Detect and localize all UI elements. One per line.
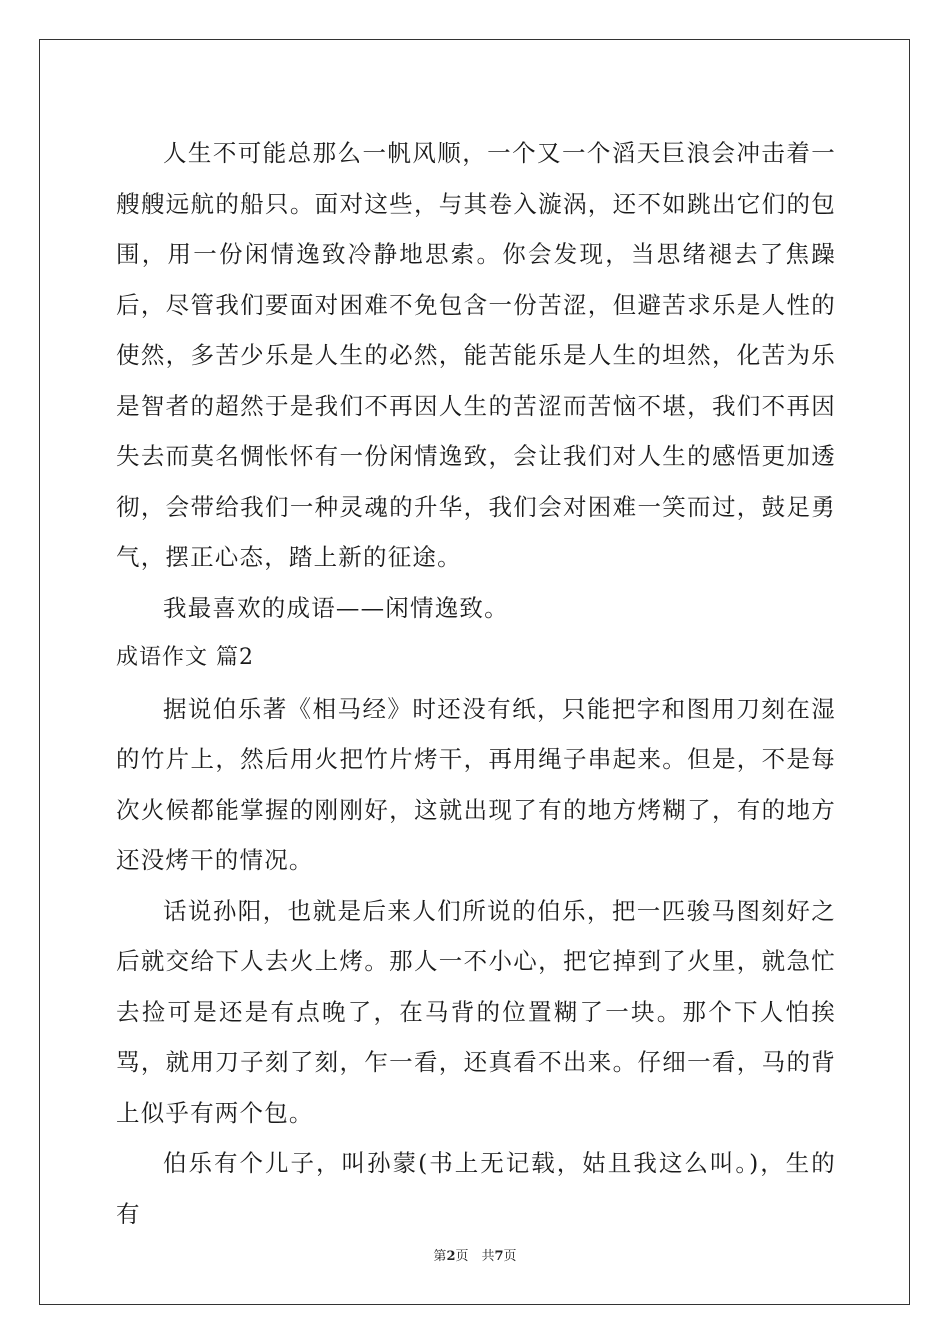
paragraph-2: 我最喜欢的成语——闲情逸致。 — [163, 593, 509, 622]
current-page-number: 2 — [446, 1249, 456, 1264]
section-heading: 成语作文 篇2 — [116, 645, 254, 670]
paragraph-4: 话说孙阳，也就是后来人们所说的伯乐，把一匹骏马图刻好之后就交给下人去火上烤。那人一不小心，把它掉到了火里，就急忙去捡可是还是有点晚了，在马背的位置糊了一块。那个下人怕挨骂，就用刀子刻了刻，乍一看，还真看不出来。仔细一看，马的背上似乎有两个包。 — [116, 896, 836, 1127]
footer-prefix: 第 — [433, 1249, 447, 1264]
page-footer — [0, 1245, 950, 1264]
paragraph-5: 伯乐有个儿子，叫孙蒙(书上无记载，姑且我这么叫。)，生的有 — [116, 1149, 836, 1228]
footer-mid: 页 共 — [455, 1249, 495, 1264]
paragraph-3: 据说伯乐著《相马经》时还没有纸，只能把字和图用刀刻在湿的竹片上，然后用火把竹片烤干，再用绳子串起来。但是，不是每次火候都能掌握的刚刚好，这就出现了有的地方烤糊了，有的地方还没烤干的情况。 — [116, 694, 836, 874]
footer-suffix: 页 — [503, 1249, 517, 1264]
paragraph-1: 人生不可能总那么一帆风顺，一个又一个滔天巨浪会冲击着一艘艘远航的船只。面对这些，与其卷入漩涡，还不如跳出它们的包围，用一份闲情逸致冷静地思索。你会发现，当思绪褪去了焦躁后，尽管我们要面对困难不免包含一份苦涩，但避苦求乐是人性的使然，多苦少乐是人生的必然，能苦能乐是人生的坦然，化苦为乐是智者的超然于是我们不再因人生的苦涩而苦恼不堪，我们不再因失去而莫名惆怅怀有一份闲情逸致，会让我们对人生的感悟更加透彻，会带给我们一种灵魂的升华，我们会对困难一笑而过，鼓足勇气，摆正心态，踏上新的征途。 — [116, 139, 836, 571]
total-page-number: 7 — [494, 1249, 504, 1264]
document-body — [116, 128, 836, 1239]
